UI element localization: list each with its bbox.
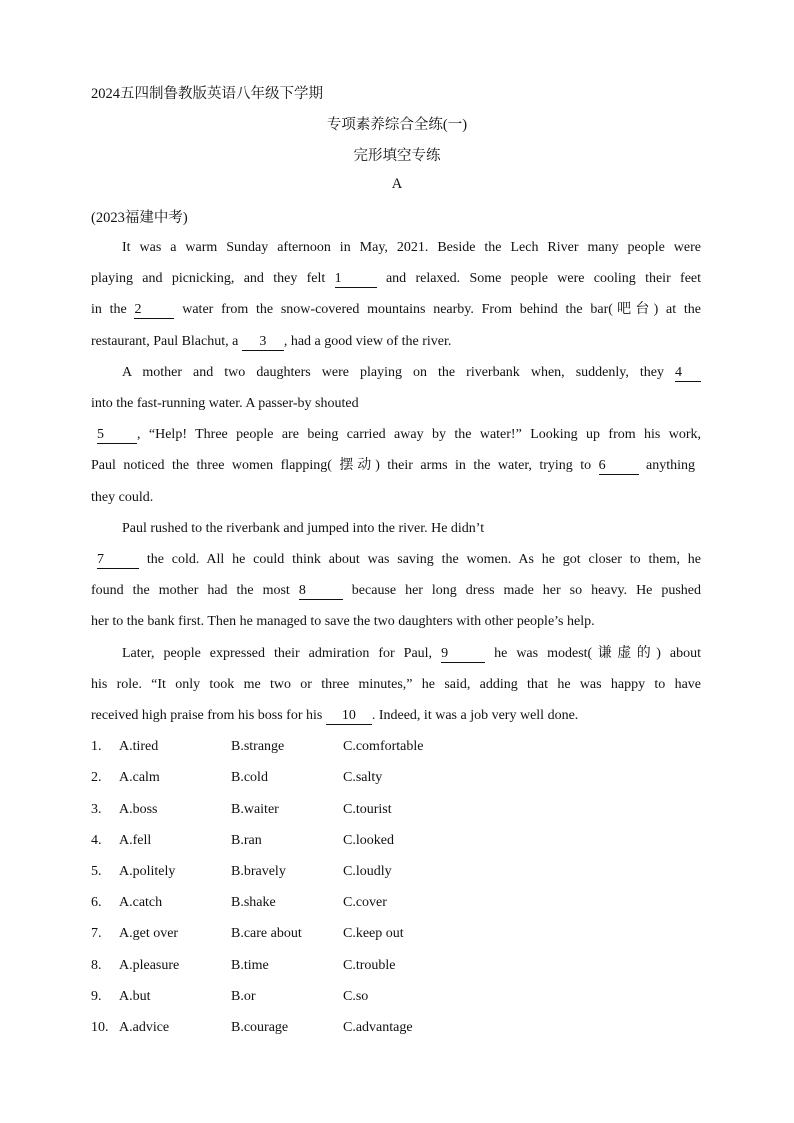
option-b[interactable]: B.ran xyxy=(231,833,262,848)
passage-text: into the fast-running water. A passer-by shouted xyxy=(91,396,359,411)
option-a[interactable]: A.advice xyxy=(119,1020,170,1035)
option-b[interactable]: B.shake xyxy=(231,895,276,910)
blank-8[interactable]: 8 xyxy=(299,583,343,600)
option-a[interactable]: A.but xyxy=(119,989,151,1004)
blank-5[interactable]: 5 xyxy=(97,427,137,444)
passage-line xyxy=(122,238,701,258)
option-b[interactable]: B.cold xyxy=(231,770,268,785)
passage-text: . Indeed, it was a job very well done. xyxy=(371,708,579,723)
question-number: 10. xyxy=(91,1020,109,1035)
page-subtitle: 完形填空专练 xyxy=(353,148,441,164)
option-b[interactable]: B.waiter xyxy=(231,802,279,817)
blank-10[interactable]: 10 xyxy=(326,708,372,725)
option-c[interactable]: C.looked xyxy=(343,833,394,848)
passage-text: water from the snow-covered mountains nearby. From behind the bar(吧台) at the xyxy=(182,302,702,317)
blank-9[interactable]: 9 xyxy=(441,646,485,663)
passage-line xyxy=(91,300,701,320)
passage-line xyxy=(91,581,701,601)
passage-text: , had a good view of the river. xyxy=(283,334,452,349)
passage-line xyxy=(91,612,701,632)
passage-line xyxy=(122,363,701,383)
question-number: 6. xyxy=(91,895,102,910)
passage-line xyxy=(91,269,701,289)
option-b[interactable]: B.bravely xyxy=(231,864,286,879)
passage-text: It was a warm Sunday afternoon in May, 2021. Beside the Lech River many people were xyxy=(122,240,701,255)
option-a[interactable]: A.politely xyxy=(119,864,176,879)
passage-text: Paul rushed to the riverbank and jumped into the river. He didn’t xyxy=(122,521,485,536)
option-c[interactable]: C.comfortable xyxy=(343,739,424,754)
passage-text: because her long dress made her so heavy. He pushed xyxy=(351,583,702,598)
blank-7[interactable]: 7 xyxy=(97,552,139,569)
option-c[interactable]: C.loudly xyxy=(343,864,392,879)
section-label: A xyxy=(391,176,403,192)
passage-line xyxy=(97,425,701,445)
option-a[interactable]: A.calm xyxy=(119,770,160,785)
passage-text: in the xyxy=(91,302,127,317)
passage-text: he was modest(谦虚的) about xyxy=(494,646,702,661)
question-number: 7. xyxy=(91,926,102,941)
question-number: 9. xyxy=(91,989,102,1004)
option-c[interactable]: C.keep out xyxy=(343,926,404,941)
option-c[interactable]: C.cover xyxy=(343,895,387,910)
option-c[interactable]: C.tourist xyxy=(343,802,392,817)
question-number: 5. xyxy=(91,864,102,879)
passage-text: they could. xyxy=(91,490,154,505)
passage-line xyxy=(91,706,701,726)
document-header: 2024五四制鲁教版英语八年级下学期 xyxy=(91,86,323,102)
passage-text: found the mother had the most xyxy=(91,583,290,598)
passage-text: anything xyxy=(646,458,695,473)
passage-text: Later, people expressed their admiration for Paul, xyxy=(122,646,433,661)
option-a[interactable]: A.boss xyxy=(119,802,158,817)
passage-text: A mother and two daughters were playing on the riverbank when, suddenly, they xyxy=(122,365,664,380)
passage-line xyxy=(91,488,701,508)
passage-line xyxy=(91,675,701,695)
blank-4[interactable]: 4 xyxy=(675,365,701,382)
passage-text: Paul noticed the three women flapping( 摆动) their arms in the water, trying to xyxy=(91,458,592,473)
passage-line xyxy=(122,519,732,539)
passage-text: playing and picnicking, and they felt xyxy=(91,271,326,286)
passage-text: and relaxed. Some people were cooling their feet xyxy=(385,271,702,286)
option-a[interactable]: A.catch xyxy=(119,895,163,910)
passage-text: , “Help! Three people are being carried away by the water!” Looking up from his work, xyxy=(137,427,701,442)
question-number: 8. xyxy=(91,958,102,973)
passage-text: his role. “It only took me two or three minutes,” he said, adding that he was happy to have xyxy=(91,677,701,692)
blank-6[interactable]: 6 xyxy=(599,458,639,475)
option-b[interactable]: B.strange xyxy=(231,739,285,754)
option-a[interactable]: A.pleasure xyxy=(119,958,180,973)
blank-1[interactable]: 1 xyxy=(335,271,377,288)
option-b[interactable]: B.or xyxy=(231,989,256,1004)
blank-2[interactable]: 2 xyxy=(134,302,174,319)
option-c[interactable]: C.so xyxy=(343,989,369,1004)
page-title: 专项素养综合全练(一) xyxy=(326,117,468,133)
option-c[interactable]: C.trouble xyxy=(343,958,396,973)
passage-line xyxy=(91,456,695,476)
option-a[interactable]: A.tired xyxy=(119,739,159,754)
passage-line xyxy=(91,332,701,352)
passage-line xyxy=(97,550,701,570)
question-number: 4. xyxy=(91,833,102,848)
passage-text: the cold. All he could think about was saving the women. As he got closer to them, he xyxy=(146,552,701,567)
blank-3[interactable]: 3 xyxy=(242,334,284,351)
passage-text: restaurant, Paul Blachut, a xyxy=(91,334,239,349)
option-a[interactable]: A.fell xyxy=(119,833,152,848)
option-a[interactable]: A.get over xyxy=(119,926,179,941)
passage-text: received high praise from his boss for his xyxy=(91,708,323,723)
option-c[interactable]: C.advantage xyxy=(343,1020,413,1035)
passage-line xyxy=(91,394,701,414)
option-b[interactable]: B.care about xyxy=(231,926,302,941)
source-note: (2023福建中考) xyxy=(91,210,188,226)
passage-line xyxy=(122,644,701,664)
passage-text: her to the bank first. Then he managed to save the two daughters with other people’s help. xyxy=(91,614,595,629)
question-number: 3. xyxy=(91,802,102,817)
option-c[interactable]: C.salty xyxy=(343,770,383,785)
option-b[interactable]: B.courage xyxy=(231,1020,289,1035)
option-b[interactable]: B.time xyxy=(231,958,269,973)
question-number: 1. xyxy=(91,739,102,754)
question-number: 2. xyxy=(91,770,102,785)
